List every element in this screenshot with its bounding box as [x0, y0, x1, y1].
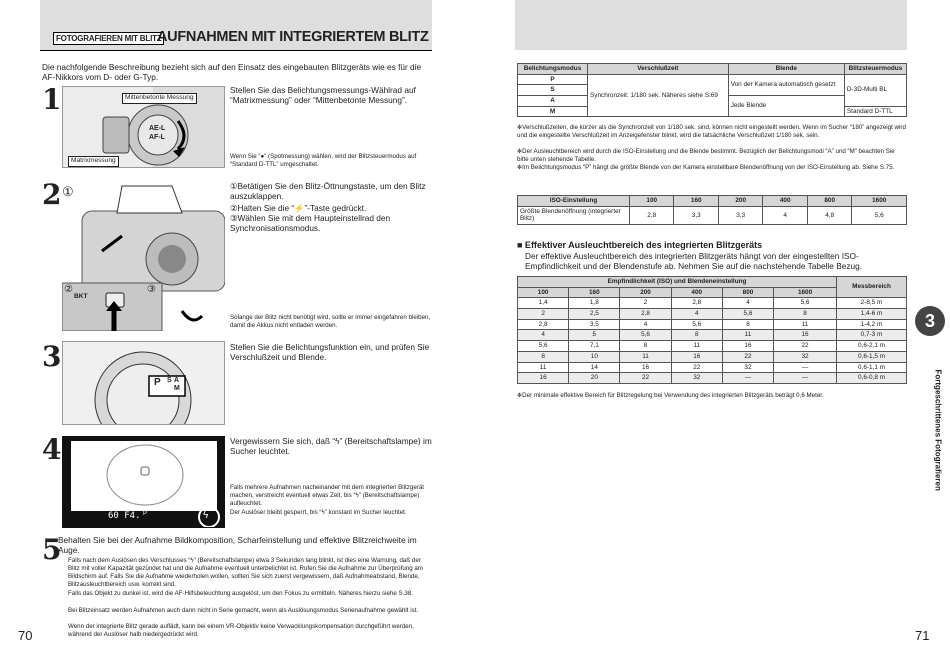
step-2-text-2: ②Halten Sie die “⚡”-Taste gedrückt. [230, 203, 367, 213]
range-heading: ■ Effektiver Ausleuchtbereich des integrierten Blitzgeräts [517, 240, 763, 250]
step-2-sub1: ① [62, 184, 74, 199]
step-5-note-2: Falls das Objekt zu dunkel ist, wird die AF-Hilfsbeleuchtung ausgelöst, um den Fokus zu ermitteln. Näheres hierzu siehe S.38. [68, 590, 413, 597]
step-2-number: 2 [42, 178, 62, 211]
range-cell: 5 [569, 330, 620, 341]
range-distance: 0,6-1,5 m [837, 351, 907, 362]
range-distance: 0,6-0,8 m [837, 373, 907, 384]
bkt-label: BKT [74, 293, 88, 300]
range-cell: 32 [722, 362, 773, 373]
note-3: ✻Im Belichtungsmodus “P” hängt die größte Blende von der Kamera einstellbare Blendenöffnung von der ISO-Einstellung ab. Siehe S.75. [517, 164, 895, 171]
range-cell: — [774, 362, 837, 373]
lens-label-ae: AE-L [149, 125, 166, 132]
note-2: ✻Der Ausleuchtbereich wird durch die ISO-Einstellung und die Blende bestimmt. Bezüglich der Belichtungsmodi “A” und “M” beachten Sie bitte unten stehende Tabelle. [517, 148, 895, 163]
range-cell: 22 [774, 341, 837, 352]
range-row [518, 341, 907, 352]
range-iso-200: 200 [620, 287, 671, 298]
iso-1600: 1600 [852, 196, 907, 207]
mode-a: A [518, 96, 588, 107]
range-cell: 2,8 [620, 309, 671, 320]
iso-row-label: Größte Blendenöffnung (integrierter Blitz) [518, 206, 630, 224]
range-iso-100: 100 [518, 287, 569, 298]
step-4-text: Vergewissern Sie sich, daß “ϟ” (Bereitschaftslampe) im Sucher leuchtet. [230, 436, 432, 457]
range-cell: 11 [518, 362, 569, 373]
range-footnote: ✻Der minimale effektive Bereich für Blitzregelung bei Verwendung des integrierten Blitzgeräts beträgt 0,6 Meter. [517, 392, 824, 399]
step-5-text: Behalten Sie bei der Aufnahme Bildkomposition, Scharfeinstellung und effektive Blitzreichweite im Auge. [58, 535, 417, 556]
range-iso-1600: 1600 [774, 287, 837, 298]
aperture-auto: Von der Kamera automatisch gesetzt [728, 74, 844, 95]
range-cell: 22 [620, 373, 671, 384]
iso-100: 100 [630, 196, 674, 207]
range-distance: 1,4-6 m [837, 309, 907, 320]
iso-200: 200 [718, 196, 762, 207]
shutter-value: Synchronzeit: 1/180 sek. Näheres siehe S.69 [588, 74, 729, 117]
range-cell: — [774, 373, 837, 384]
range-cell: 3,5 [569, 319, 620, 330]
flash-header: Blitzsteuermodus [844, 64, 906, 75]
range-row [518, 373, 907, 384]
range-distance: 1-4,2 m [837, 319, 907, 330]
iso-800: 800 [807, 196, 851, 207]
iso-value: 5,6 [852, 206, 907, 224]
step-5-note-3: Bei Blitzeinsatz werden Aufnahmen auch dann nicht in Serie gemacht, wenn als Auslösungsmodus Serienaufnahme gewählt ist. [68, 607, 419, 614]
range-row [518, 319, 907, 330]
range-cell: 8 [620, 341, 671, 352]
step-5-number: 5 [42, 533, 62, 566]
range-cell: 1,8 [569, 298, 620, 309]
range-cell: 8 [774, 309, 837, 320]
chapter-number: 3 [924, 311, 935, 331]
range-iso-400: 400 [671, 287, 722, 298]
range-cell: 4 [671, 309, 722, 320]
step-4-note-1: Falls mehrere Aufnahmen nacheinander mit dem integrierten Blitzgerät machen, verstreicht eventuell etwas Zeit, bis “ϟ” (Bereitschaftslampe) aufleuchtet. [230, 484, 424, 507]
flash-ready-icon: ϟ [203, 510, 209, 521]
range-cell: 16 [620, 362, 671, 373]
range-intro: Der effektive Ausleuchtbereich des integrierten Blitzgeräts hängt von der eingestellten ISO-Empfindlichkeit und der Blendenstufe ab. Nehmen Sie auf die nachstehende Tabelle Bezug. [525, 251, 863, 272]
range-table [517, 276, 907, 384]
flash-multi: D-3D-Multi BL [844, 74, 906, 106]
range-cell: 5,6 [722, 309, 773, 320]
lens-label-af: AF-L [149, 134, 165, 141]
camera-flash-illustration [62, 181, 225, 331]
range-table-body [518, 298, 907, 384]
range-cell: 7,1 [569, 341, 620, 352]
label-center-weighted: Mittenbetonte Messung [122, 93, 197, 104]
range-row [518, 298, 907, 309]
mode-dial-photo [62, 341, 225, 425]
range-cell: 2 [518, 309, 569, 320]
page-number-right: 71 [915, 628, 930, 643]
range-cell: 16 [722, 341, 773, 352]
step-5-note-1: Falls nach dem Auslösen des Verschlusses “ϟ” (Bereitschaftslampe) etwa 3 Sekunden lang blinkt, ist dies eine Warnung, daß der Blitz mit voller Kapazität gezündet hat und die Aufnahme eventuell unterbelichtet ist. Rufen Sie die Aufnahme zur Überprüfung am Bildschirm auf. Falls Sie die Aufnahme wiederholen wollen, sollten Sie sich zuerst vergewissern, daß Aufnahmeabstand, Blende, Blitzausleuchtbereich usw. korrekt sind. [68, 557, 423, 588]
range-cell: 2,5 [569, 309, 620, 320]
range-cell: 5,6 [774, 298, 837, 309]
range-cell: 20 [569, 373, 620, 384]
mode-table [517, 63, 907, 117]
range-cell: 5,6 [620, 330, 671, 341]
step-2-sub2: ② [64, 284, 73, 295]
range-cell: 1,4 [518, 298, 569, 309]
range-cell: 14 [569, 362, 620, 373]
step-2-note: Solange der Blitz nicht benötigt wird, sollte er immer eingefahren bleiben, damit die Akkus nicht entladen werden. [230, 314, 431, 329]
section-tag: FOTOGRAFIEREN MIT BLITZ [53, 32, 164, 45]
chapter-label: Fortgeschrittenes Fotografieren [933, 369, 943, 491]
viewfinder-image [62, 436, 225, 528]
range-cell: 8 [671, 330, 722, 341]
iso-value: 4 [763, 206, 807, 224]
chapter-tab [915, 306, 945, 336]
step-4-note-2: Der Auslöser bleibt gesperrt, bis “ϟ” konstant im Sucher leuchtet. [230, 509, 407, 516]
dial-m: M [174, 385, 180, 392]
range-cell: — [722, 373, 773, 384]
step-1-note: Wenn Sie “●” (Spotmessung) wählen, wird der Blitzsteuermodus auf “Standard D-TTL” umgeschaltet. [230, 153, 417, 168]
dial-p: P [154, 377, 161, 388]
range-cell: 22 [722, 351, 773, 362]
step-5-note-4: Wenn der integrierte Blitz gerade auflädt, kann bei einem VR-Objektiv keine Verwacklungskompensation durchgeführt werden, während der Auslöser halb niedergedrückt wird. [68, 623, 414, 638]
dial-s: S [167, 377, 172, 384]
range-cell: 2,8 [671, 298, 722, 309]
iso-value: 4,8 [807, 206, 851, 224]
range-cell: 11 [774, 319, 837, 330]
step-1-text: Stellen Sie das Belichtungsmessungs-Wählrad auf “Matrixmessung” oder “Mittenbetonte Messung”. [230, 85, 416, 106]
flash-standard: Standard D-TTL [844, 106, 906, 117]
step-3-number: 3 [42, 340, 62, 373]
mode-header: Belichtungsmodus [518, 64, 588, 75]
step-4-number: 4 [42, 433, 62, 466]
range-cell: 16 [671, 351, 722, 362]
range-cell: 16 [774, 330, 837, 341]
title-rule [40, 50, 432, 51]
range-distance: 0,6-2,1 m [837, 341, 907, 352]
range-cell: 2,8 [518, 319, 569, 330]
range-header-distance: Messbereich [837, 277, 907, 298]
range-cell: 11 [722, 330, 773, 341]
range-cell: 11 [620, 351, 671, 362]
range-cell: 32 [671, 373, 722, 384]
step-3-text: Stellen Sie die Belichtungsfunktion ein, und prüfen Sie Verschlußzeit und Blende. [230, 342, 430, 363]
intro-text: Die nachfolgende Beschreibung bezieht sich auf den Einsatz des eingebauten Blitzgeräts wie es für die AF-Nikkors vom D- oder G-Typ. [42, 62, 422, 83]
dial-a: A [174, 377, 180, 384]
range-cell: 11 [671, 341, 722, 352]
range-row [518, 309, 907, 320]
step-2-sub3: ③ [147, 284, 156, 295]
range-distance: 0,7-3 m [837, 330, 907, 341]
range-cell: 4 [722, 298, 773, 309]
iso-value: 2,8 [630, 206, 674, 224]
page-title: AUFNAHMEN MIT INTEGRIERTEM BLITZ [157, 29, 429, 45]
range-cell: 8 [722, 319, 773, 330]
page-number-left: 70 [18, 628, 33, 643]
range-iso-160: 160 [569, 287, 620, 298]
shutter-header: Verschlußzeit [588, 64, 729, 75]
range-cell: 22 [671, 362, 722, 373]
range-iso-800: 800 [722, 287, 773, 298]
range-cell: 10 [569, 351, 620, 362]
iso-400: 400 [763, 196, 807, 207]
iso-header: ISO-Einstellung [518, 196, 630, 207]
iso-160: 160 [674, 196, 718, 207]
header-band-right [515, 0, 907, 50]
step-1-number: 1 [42, 83, 62, 116]
note-1: ✻Verschlußzeiten, die kürzer als die Synchronzeit von 1/180 sek. sind, können nicht eingestellt werden. Wenn im Sucher “180” angezeigt wird und die eingestellte Verschlußzeit im Anzeigefenster blinkt, wird die tatsächliche Verschlußzeit 1/180 sek. sein. [517, 124, 906, 139]
iso-table [517, 195, 907, 225]
range-cell: 5,6 [518, 341, 569, 352]
range-row [518, 330, 907, 341]
range-header-group: Empfindlichkeit (ISO) und Blendeneinstellung [518, 277, 837, 288]
aperture-any: Jede Blende [728, 96, 844, 117]
range-cell: 4 [620, 319, 671, 330]
range-cell: 2 [620, 298, 671, 309]
label-matrix: Matrixmessung [68, 156, 119, 167]
range-distance: 0,6-1,1 m [837, 362, 907, 373]
viewfinder-readout: 60 F4. [108, 511, 141, 521]
range-distance: 2-8,5 m [837, 298, 907, 309]
mode-m: M [518, 106, 588, 117]
iso-value: 3,3 [718, 206, 762, 224]
range-cell: 8 [518, 351, 569, 362]
step-2-text-1: ①Betätigen Sie den Blitz-Öttnungstaste, um den Blitz auszuklappen. [230, 181, 426, 202]
range-row [518, 362, 907, 373]
mode-p: P [518, 74, 588, 85]
range-row [518, 351, 907, 362]
right-page [475, 0, 950, 664]
mode-s: S [518, 85, 588, 96]
mode-dial-illustration [63, 342, 225, 425]
range-cell: 4 [518, 330, 569, 341]
range-cell: 5,6 [671, 319, 722, 330]
range-cell: 16 [518, 373, 569, 384]
iso-value: 3,3 [674, 206, 718, 224]
aperture-header: Blende [728, 64, 844, 75]
flash-photo [62, 181, 225, 331]
range-cell: 32 [774, 351, 837, 362]
viewfinder-mode: P [143, 511, 148, 517]
step-2-text-3: ③Wählen Sie mit dem Haupteinstellrad den Synchronisationsmodus. [230, 213, 391, 234]
